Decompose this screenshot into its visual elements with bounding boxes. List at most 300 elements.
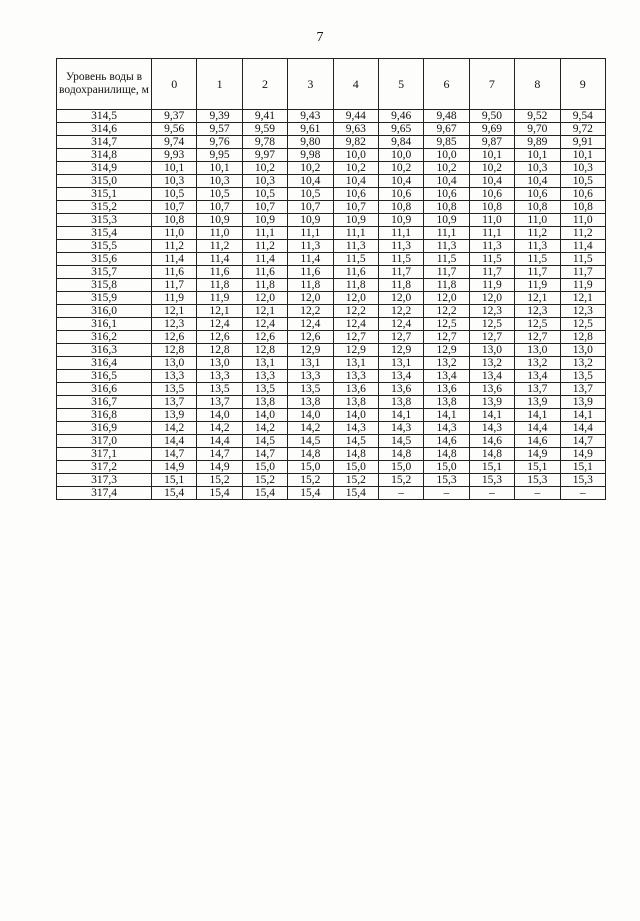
value-cell: 12,6 bbox=[242, 331, 287, 344]
value-cell: 14,6 bbox=[515, 435, 560, 448]
value-cell: 10,2 bbox=[242, 162, 287, 175]
value-cell: 14,6 bbox=[469, 435, 514, 448]
value-cell: 13,1 bbox=[242, 357, 287, 370]
value-cell: 13,2 bbox=[469, 357, 514, 370]
level-cell: 316,1 bbox=[57, 318, 152, 331]
value-cell: 11,8 bbox=[333, 279, 378, 292]
value-cell: 9,97 bbox=[242, 149, 287, 162]
table-row bbox=[57, 162, 606, 175]
value-cell: 11,0 bbox=[515, 214, 560, 227]
value-cell: 14,5 bbox=[288, 435, 333, 448]
table-row bbox=[57, 370, 606, 383]
value-cell: 12,8 bbox=[152, 344, 197, 357]
value-cell: 13,3 bbox=[152, 370, 197, 383]
level-cell: 317,4 bbox=[57, 487, 152, 500]
value-cell: 9,57 bbox=[197, 123, 242, 136]
value-cell: 9,85 bbox=[424, 136, 469, 149]
table-row bbox=[57, 331, 606, 344]
water-level-table-container bbox=[56, 58, 606, 500]
column-header-6: 6 bbox=[424, 59, 469, 110]
value-cell: 10,5 bbox=[560, 175, 605, 188]
value-cell: 12,7 bbox=[424, 331, 469, 344]
value-cell: 10,4 bbox=[469, 175, 514, 188]
water-level-table bbox=[56, 58, 606, 500]
level-cell: 317,0 bbox=[57, 435, 152, 448]
value-cell: 14,9 bbox=[152, 461, 197, 474]
value-cell: 12,1 bbox=[242, 305, 287, 318]
value-cell: 11,6 bbox=[288, 266, 333, 279]
value-cell: 15,3 bbox=[469, 474, 514, 487]
column-header-8: 8 bbox=[515, 59, 560, 110]
level-cell: 314,5 bbox=[57, 110, 152, 123]
value-cell: 9,44 bbox=[333, 110, 378, 123]
value-cell: 12,1 bbox=[515, 292, 560, 305]
value-cell: 14,8 bbox=[288, 448, 333, 461]
value-cell: 12,9 bbox=[424, 344, 469, 357]
value-cell: 9,89 bbox=[515, 136, 560, 149]
value-cell: 14,2 bbox=[288, 422, 333, 435]
table-row bbox=[57, 344, 606, 357]
value-cell: 13,0 bbox=[197, 357, 242, 370]
value-cell: 15,1 bbox=[152, 474, 197, 487]
value-cell: 12,7 bbox=[378, 331, 423, 344]
table-row bbox=[57, 422, 606, 435]
level-cell: 316,7 bbox=[57, 396, 152, 409]
value-cell: 13,4 bbox=[469, 370, 514, 383]
value-cell: 13,7 bbox=[152, 396, 197, 409]
value-cell: 9,56 bbox=[152, 123, 197, 136]
value-cell: 13,0 bbox=[469, 344, 514, 357]
level-cell: 317,3 bbox=[57, 474, 152, 487]
value-cell: 9,52 bbox=[515, 110, 560, 123]
value-cell: 11,9 bbox=[152, 292, 197, 305]
value-cell: 14,9 bbox=[197, 461, 242, 474]
value-cell: 12,9 bbox=[333, 344, 378, 357]
level-cell: 315,2 bbox=[57, 201, 152, 214]
value-cell: 12,7 bbox=[333, 331, 378, 344]
table-row bbox=[57, 110, 606, 123]
value-cell: 10,7 bbox=[242, 201, 287, 214]
value-cell: 11,7 bbox=[424, 266, 469, 279]
value-cell: 14,1 bbox=[469, 409, 514, 422]
value-cell: 11,5 bbox=[424, 253, 469, 266]
value-cell: 9,93 bbox=[152, 149, 197, 162]
value-cell: 11,3 bbox=[515, 240, 560, 253]
value-cell: 10,3 bbox=[515, 162, 560, 175]
value-cell: 9,80 bbox=[288, 136, 333, 149]
table-row bbox=[57, 409, 606, 422]
value-cell: 14,1 bbox=[515, 409, 560, 422]
value-cell: 9,48 bbox=[424, 110, 469, 123]
value-cell: 12,5 bbox=[469, 318, 514, 331]
value-cell: 12,0 bbox=[333, 292, 378, 305]
value-cell: 14,0 bbox=[333, 409, 378, 422]
value-cell: 13,7 bbox=[197, 396, 242, 409]
value-cell: 13,8 bbox=[333, 396, 378, 409]
table-row bbox=[57, 201, 606, 214]
value-cell: 9,41 bbox=[242, 110, 287, 123]
value-cell: 11,4 bbox=[152, 253, 197, 266]
value-cell: 9,67 bbox=[424, 123, 469, 136]
value-cell: 11,2 bbox=[242, 240, 287, 253]
column-header-5: 5 bbox=[378, 59, 423, 110]
value-cell: 15,2 bbox=[288, 474, 333, 487]
value-cell: 14,8 bbox=[333, 448, 378, 461]
value-cell: 11,6 bbox=[242, 266, 287, 279]
value-cell: 12,8 bbox=[560, 331, 605, 344]
value-cell: 10,9 bbox=[288, 214, 333, 227]
value-cell: 12,0 bbox=[288, 292, 333, 305]
value-cell: 10,8 bbox=[515, 201, 560, 214]
value-cell: 11,0 bbox=[197, 227, 242, 240]
value-cell: 13,8 bbox=[288, 396, 333, 409]
value-cell: 13,9 bbox=[560, 396, 605, 409]
value-cell: 15,0 bbox=[333, 461, 378, 474]
value-cell: 15,4 bbox=[242, 487, 287, 500]
level-cell: 316,5 bbox=[57, 370, 152, 383]
value-cell: 13,0 bbox=[560, 344, 605, 357]
value-cell: 12,1 bbox=[152, 305, 197, 318]
table-row bbox=[57, 149, 606, 162]
value-cell: 11,7 bbox=[469, 266, 514, 279]
value-cell: 9,78 bbox=[242, 136, 287, 149]
value-cell: 10,6 bbox=[469, 188, 514, 201]
value-cell: 10,0 bbox=[333, 149, 378, 162]
value-cell: – bbox=[560, 487, 605, 500]
value-cell: 12,2 bbox=[333, 305, 378, 318]
value-cell: 10,8 bbox=[469, 201, 514, 214]
value-cell: 10,9 bbox=[333, 214, 378, 227]
table-row bbox=[57, 136, 606, 149]
value-cell: 11,8 bbox=[288, 279, 333, 292]
value-cell: 11,4 bbox=[560, 240, 605, 253]
level-cell: 316,0 bbox=[57, 305, 152, 318]
value-cell: 12,2 bbox=[288, 305, 333, 318]
column-header-4: 4 bbox=[333, 59, 378, 110]
value-cell: 13,0 bbox=[152, 357, 197, 370]
value-cell: 9,61 bbox=[288, 123, 333, 136]
value-cell: 14,5 bbox=[242, 435, 287, 448]
value-cell: 12,3 bbox=[560, 305, 605, 318]
value-cell: 15,2 bbox=[242, 474, 287, 487]
value-cell: 10,5 bbox=[242, 188, 287, 201]
value-cell: 14,4 bbox=[197, 435, 242, 448]
value-cell: 12,4 bbox=[378, 318, 423, 331]
level-cell: 316,9 bbox=[57, 422, 152, 435]
level-cell: 316,2 bbox=[57, 331, 152, 344]
value-cell: 9,54 bbox=[560, 110, 605, 123]
value-cell: 13,6 bbox=[424, 383, 469, 396]
value-cell: 10,9 bbox=[424, 214, 469, 227]
value-cell: 12,6 bbox=[152, 331, 197, 344]
level-cell: 315,1 bbox=[57, 188, 152, 201]
value-cell: 11,1 bbox=[469, 227, 514, 240]
value-cell: 14,3 bbox=[469, 422, 514, 435]
value-cell: 11,4 bbox=[288, 253, 333, 266]
value-cell: 12,0 bbox=[469, 292, 514, 305]
level-column-header: Уровень воды в водохранилище, м bbox=[57, 59, 152, 110]
value-cell: 10,2 bbox=[378, 162, 423, 175]
column-header-7: 7 bbox=[469, 59, 514, 110]
value-cell: 13,5 bbox=[288, 383, 333, 396]
value-cell: 10,9 bbox=[197, 214, 242, 227]
value-cell: 14,2 bbox=[197, 422, 242, 435]
table-row bbox=[57, 474, 606, 487]
value-cell: 9,69 bbox=[469, 123, 514, 136]
value-cell: 11,3 bbox=[469, 240, 514, 253]
value-cell: 10,7 bbox=[152, 201, 197, 214]
value-cell: 10,3 bbox=[560, 162, 605, 175]
value-cell: 15,0 bbox=[288, 461, 333, 474]
value-cell: 11,9 bbox=[560, 279, 605, 292]
value-cell: 15,3 bbox=[560, 474, 605, 487]
table-header-row bbox=[57, 59, 606, 110]
value-cell: 11,9 bbox=[515, 279, 560, 292]
value-cell: 13,4 bbox=[424, 370, 469, 383]
value-cell: 11,7 bbox=[560, 266, 605, 279]
value-cell: – bbox=[424, 487, 469, 500]
value-cell: 14,0 bbox=[242, 409, 287, 422]
value-cell: 13,6 bbox=[378, 383, 423, 396]
value-cell: 11,6 bbox=[333, 266, 378, 279]
column-header-1: 1 bbox=[197, 59, 242, 110]
value-cell: 10,7 bbox=[197, 201, 242, 214]
value-cell: 10,6 bbox=[424, 188, 469, 201]
value-cell: 13,5 bbox=[152, 383, 197, 396]
value-cell: 10,1 bbox=[560, 149, 605, 162]
table-row bbox=[57, 279, 606, 292]
value-cell: 10,0 bbox=[378, 149, 423, 162]
table-body bbox=[57, 110, 606, 500]
value-cell: 11,5 bbox=[378, 253, 423, 266]
value-cell: 14,1 bbox=[424, 409, 469, 422]
value-cell: 12,5 bbox=[560, 318, 605, 331]
value-cell: 9,74 bbox=[152, 136, 197, 149]
value-cell: 14,8 bbox=[469, 448, 514, 461]
value-cell: 11,1 bbox=[288, 227, 333, 240]
value-cell: 15,0 bbox=[378, 461, 423, 474]
value-cell: 9,65 bbox=[378, 123, 423, 136]
value-cell: 12,9 bbox=[378, 344, 423, 357]
value-cell: 11,1 bbox=[242, 227, 287, 240]
value-cell: 15,4 bbox=[288, 487, 333, 500]
level-cell: 317,1 bbox=[57, 448, 152, 461]
level-cell: 314,7 bbox=[57, 136, 152, 149]
value-cell: 10,5 bbox=[152, 188, 197, 201]
table-row bbox=[57, 305, 606, 318]
value-cell: 11,0 bbox=[152, 227, 197, 240]
level-cell: 316,6 bbox=[57, 383, 152, 396]
value-cell: 15,4 bbox=[197, 487, 242, 500]
level-cell: 316,4 bbox=[57, 357, 152, 370]
value-cell: 12,6 bbox=[197, 331, 242, 344]
value-cell: 13,4 bbox=[378, 370, 423, 383]
value-cell: 11,9 bbox=[197, 292, 242, 305]
value-cell: 13,0 bbox=[515, 344, 560, 357]
value-cell: 10,1 bbox=[197, 162, 242, 175]
value-cell: 10,9 bbox=[378, 214, 423, 227]
value-cell: 10,5 bbox=[197, 188, 242, 201]
value-cell: 10,2 bbox=[333, 162, 378, 175]
value-cell: 11,3 bbox=[424, 240, 469, 253]
value-cell: 13,1 bbox=[333, 357, 378, 370]
value-cell: 15,4 bbox=[333, 487, 378, 500]
value-cell: 13,9 bbox=[469, 396, 514, 409]
table-row bbox=[57, 253, 606, 266]
value-cell: 11,5 bbox=[333, 253, 378, 266]
value-cell: 12,8 bbox=[197, 344, 242, 357]
value-cell: 13,1 bbox=[378, 357, 423, 370]
value-cell: 12,6 bbox=[288, 331, 333, 344]
value-cell: 14,4 bbox=[152, 435, 197, 448]
value-cell: – bbox=[469, 487, 514, 500]
level-cell: 317,2 bbox=[57, 461, 152, 474]
value-cell: 14,5 bbox=[333, 435, 378, 448]
level-cell: 315,5 bbox=[57, 240, 152, 253]
value-cell: 14,7 bbox=[242, 448, 287, 461]
table-row bbox=[57, 292, 606, 305]
value-cell: 15,3 bbox=[424, 474, 469, 487]
value-cell: 10,0 bbox=[424, 149, 469, 162]
value-cell: 12,1 bbox=[560, 292, 605, 305]
value-cell: 9,91 bbox=[560, 136, 605, 149]
value-cell: 13,5 bbox=[242, 383, 287, 396]
page-number: 7 bbox=[316, 30, 324, 45]
value-cell: 9,82 bbox=[333, 136, 378, 149]
value-cell: 11,8 bbox=[378, 279, 423, 292]
value-cell: 11,6 bbox=[152, 266, 197, 279]
value-cell: 11,7 bbox=[515, 266, 560, 279]
value-cell: 15,4 bbox=[152, 487, 197, 500]
value-cell: 10,6 bbox=[378, 188, 423, 201]
value-cell: 13,2 bbox=[515, 357, 560, 370]
value-cell: 10,8 bbox=[424, 201, 469, 214]
value-cell: 14,1 bbox=[560, 409, 605, 422]
value-cell: 9,70 bbox=[515, 123, 560, 136]
value-cell: 12,5 bbox=[424, 318, 469, 331]
value-cell: 11,2 bbox=[197, 240, 242, 253]
value-cell: 9,37 bbox=[152, 110, 197, 123]
value-cell: 15,1 bbox=[515, 461, 560, 474]
value-cell: 9,87 bbox=[469, 136, 514, 149]
value-cell: 14,2 bbox=[242, 422, 287, 435]
value-cell: 10,4 bbox=[515, 175, 560, 188]
value-cell: 10,3 bbox=[242, 175, 287, 188]
value-cell: 13,3 bbox=[242, 370, 287, 383]
level-cell: 315,7 bbox=[57, 266, 152, 279]
value-cell: 12,0 bbox=[424, 292, 469, 305]
table-row bbox=[57, 487, 606, 500]
value-cell: 9,43 bbox=[288, 110, 333, 123]
column-header-9: 9 bbox=[560, 59, 605, 110]
value-cell: 12,9 bbox=[288, 344, 333, 357]
value-cell: 11,8 bbox=[197, 279, 242, 292]
value-cell: 9,72 bbox=[560, 123, 605, 136]
value-cell: 13,2 bbox=[560, 357, 605, 370]
value-cell: 10,9 bbox=[242, 214, 287, 227]
value-cell: 10,6 bbox=[560, 188, 605, 201]
value-cell: 11,1 bbox=[378, 227, 423, 240]
value-cell: 11,4 bbox=[197, 253, 242, 266]
value-cell: 9,39 bbox=[197, 110, 242, 123]
value-cell: 12,8 bbox=[242, 344, 287, 357]
value-cell: 14,0 bbox=[288, 409, 333, 422]
value-cell: 14,6 bbox=[424, 435, 469, 448]
table-row bbox=[57, 448, 606, 461]
level-cell: 314,6 bbox=[57, 123, 152, 136]
value-cell: 11,2 bbox=[560, 227, 605, 240]
value-cell: 14,8 bbox=[378, 448, 423, 461]
value-cell: 10,4 bbox=[288, 175, 333, 188]
value-cell: 10,7 bbox=[333, 201, 378, 214]
table-row bbox=[57, 318, 606, 331]
value-cell: 13,8 bbox=[378, 396, 423, 409]
column-header-3: 3 bbox=[288, 59, 333, 110]
value-cell: 9,50 bbox=[469, 110, 514, 123]
value-cell: 13,6 bbox=[469, 383, 514, 396]
value-cell: 11,2 bbox=[152, 240, 197, 253]
value-cell: 10,1 bbox=[469, 149, 514, 162]
value-cell: 12,3 bbox=[515, 305, 560, 318]
table-row bbox=[57, 383, 606, 396]
value-cell: 11,1 bbox=[333, 227, 378, 240]
value-cell: 13,9 bbox=[515, 396, 560, 409]
table-row bbox=[57, 240, 606, 253]
value-cell: 11,2 bbox=[515, 227, 560, 240]
table-row bbox=[57, 214, 606, 227]
value-cell: 11,7 bbox=[152, 279, 197, 292]
table-row bbox=[57, 396, 606, 409]
value-cell: 10,4 bbox=[424, 175, 469, 188]
value-cell: 13,3 bbox=[333, 370, 378, 383]
value-cell: 12,3 bbox=[152, 318, 197, 331]
value-cell: 13,3 bbox=[197, 370, 242, 383]
value-cell: 11,0 bbox=[469, 214, 514, 227]
value-cell: 10,4 bbox=[333, 175, 378, 188]
value-cell: 9,95 bbox=[197, 149, 242, 162]
value-cell: 13,1 bbox=[288, 357, 333, 370]
column-header-2: 2 bbox=[242, 59, 287, 110]
value-cell: 11,3 bbox=[333, 240, 378, 253]
value-cell: 14,0 bbox=[197, 409, 242, 422]
value-cell: 14,4 bbox=[515, 422, 560, 435]
value-cell: 13,5 bbox=[197, 383, 242, 396]
value-cell: 10,2 bbox=[288, 162, 333, 175]
value-cell: 14,9 bbox=[515, 448, 560, 461]
level-cell: 315,6 bbox=[57, 253, 152, 266]
value-cell: 14,7 bbox=[560, 435, 605, 448]
value-cell: 15,0 bbox=[242, 461, 287, 474]
value-cell: 10,3 bbox=[197, 175, 242, 188]
value-cell: 14,3 bbox=[378, 422, 423, 435]
value-cell: 11,5 bbox=[469, 253, 514, 266]
value-cell: 12,4 bbox=[197, 318, 242, 331]
value-cell: 13,5 bbox=[560, 370, 605, 383]
value-cell: 11,7 bbox=[378, 266, 423, 279]
value-cell: 12,3 bbox=[469, 305, 514, 318]
value-cell: 9,98 bbox=[288, 149, 333, 162]
table-row bbox=[57, 266, 606, 279]
table-row bbox=[57, 188, 606, 201]
value-cell: 13,3 bbox=[288, 370, 333, 383]
value-cell: 9,76 bbox=[197, 136, 242, 149]
value-cell: 11,8 bbox=[424, 279, 469, 292]
level-cell: 315,0 bbox=[57, 175, 152, 188]
level-cell: 314,8 bbox=[57, 149, 152, 162]
value-cell: 12,7 bbox=[515, 331, 560, 344]
value-cell: 10,1 bbox=[152, 162, 197, 175]
value-cell: 12,0 bbox=[378, 292, 423, 305]
